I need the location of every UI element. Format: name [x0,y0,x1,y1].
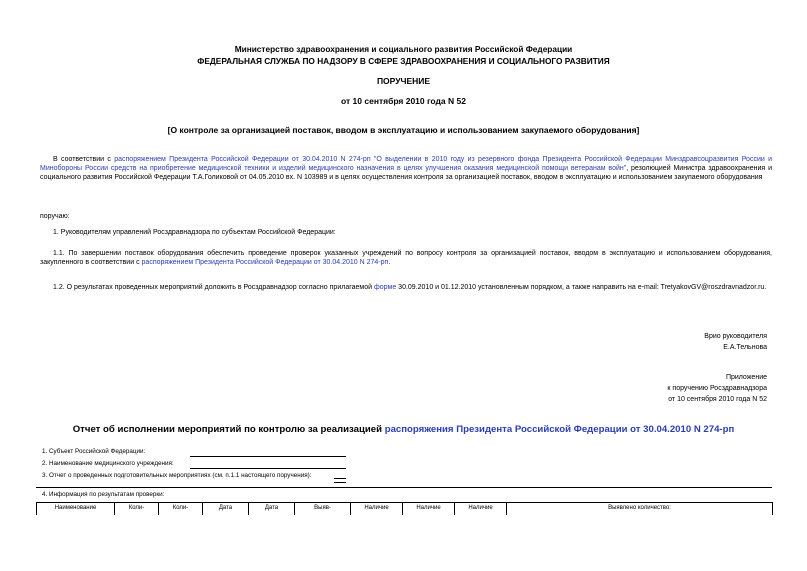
field-institution-line [190,468,346,469]
field-subject-label: 1. Субъект Российской Федерации: [42,448,146,455]
document-type: ПОРУЧЕНИЕ [376,76,431,86]
paragraph-item-1-2 [40,283,772,292]
signature-position: Врио руководителя [704,333,767,340]
preamble-suffix: , резолюцией Министра здравоохранения и социального развития Российской Федерации Т.А.Голиковой от 04.05.2010 вх. N 103989 и в целях осуществления контроля за организацией поставок, вводом в эксплуатацию и использованием закупаемого оборудования [40,165,772,182]
paragraph-item-1-1 [40,249,772,267]
table-header-row [37,503,773,516]
decree-link[interactable]: распоряжением Президента Российской Федерации от 30.04.2010 N 274-рп "О выделении в 2010 году из резервного фонда Президента Российской Федерации Минздравсоцразвития России и Минобороны России средств на приобретение медицинской техники и изделий медицинского назначения в целях улучшения оказания медицинской помощи ветеранам войн" [40,156,772,173]
report-title [0,424,807,437]
table-header-cell: Дата [249,503,295,516]
document-subject: [О контроле за организацией поставок, вводом в эксплуатацию и использованием закупаемого оборудования] [167,125,640,135]
table-header-cell: Наличие [455,503,507,516]
table-header-cell: Дата [203,503,249,516]
appendix-label: Приложение [725,374,767,381]
service-title: ФЕДЕРАЛЬНАЯ СЛУЖБА ПО НАДЗОРУ В СФЕРЕ ЗДРАВООХРАНЕНИЯ И СОЦИАЛЬНОГО РАЗВИТИЯ [197,56,610,66]
ministry-title: Министерство здравоохранения и социального развития Российской Федерации [234,44,573,54]
table-header-cell: Коли- [115,503,159,516]
field-preparation-label: 3. Отчет о проведенных подготовительных мероприятиях (см. п.1.1 настоящего поручения): [42,472,312,479]
item-1-1-prefix: 1.1. По завершении поставок оборудования обеспечить проведение проверок указанных учреждений по вопросу контроля за организацией поставок, вводом в эксплуатацию и использованием оборудования, закупленного в соответствии с [40,250,772,267]
field-preparation-line-2 [334,482,346,483]
signature-name: Е.А.Тельнова [723,344,767,351]
document-date: от 10 сентября 2010 года N 52 [341,96,466,106]
section-divider [36,487,772,488]
paragraph-item-1: 1. Руководителям управлений Росздравнадзора по субъектам Российской Федерации: [53,229,336,236]
report-decree-link[interactable]: распоряжения Президента Российской Федерации от 30.04.2010 N 274-рп [384,424,735,435]
appendix-reference: к поручению Росздравнадзора [667,385,767,392]
item-1-2-suffix: 30.09.2010 и 01.12.2010 установленным порядком, а также направить на e-mail: TretyakovGV@roszdravnadzor.ru. [396,284,767,291]
decree-link-short[interactable]: распоряжением Президента Российской Федерации от 30.04.2010 N 274-рп [141,259,389,267]
form-link[interactable]: форме [373,284,397,291]
field-inspection-label: 4. Информация по результатам проверки: [42,491,165,498]
table-header-cell: Наименование [37,503,115,516]
table-header-cell: Наличие [403,503,455,516]
paragraph-preamble [40,155,772,183]
table-header-cell: Коли- [159,503,203,516]
appendix-date: от 10 сентября 2010 года N 52 [668,396,767,403]
table-header-cell: Выяв- [295,503,351,516]
field-subject-line [190,456,346,457]
field-institution-label: 2. Наименование медицинского учреждения: [42,460,174,467]
report-table [36,502,773,515]
table-header-cell: Выявлено количество: [507,503,773,516]
item-1-2-prefix: 1.2. О результатах проведенных мероприятий доложить в Росздравнадзор согласно прилагаемой [53,284,374,291]
table-header-cell: Наличие [351,503,403,516]
field-preparation-line [334,478,346,479]
preamble-prefix: В соответствии с [53,156,115,163]
item-1-1-suffix: . [388,259,391,267]
paragraph-order: поручаю: [40,213,70,220]
report-title-prefix: Отчет об исполнении мероприятий по контролю за реализацией [72,424,385,435]
